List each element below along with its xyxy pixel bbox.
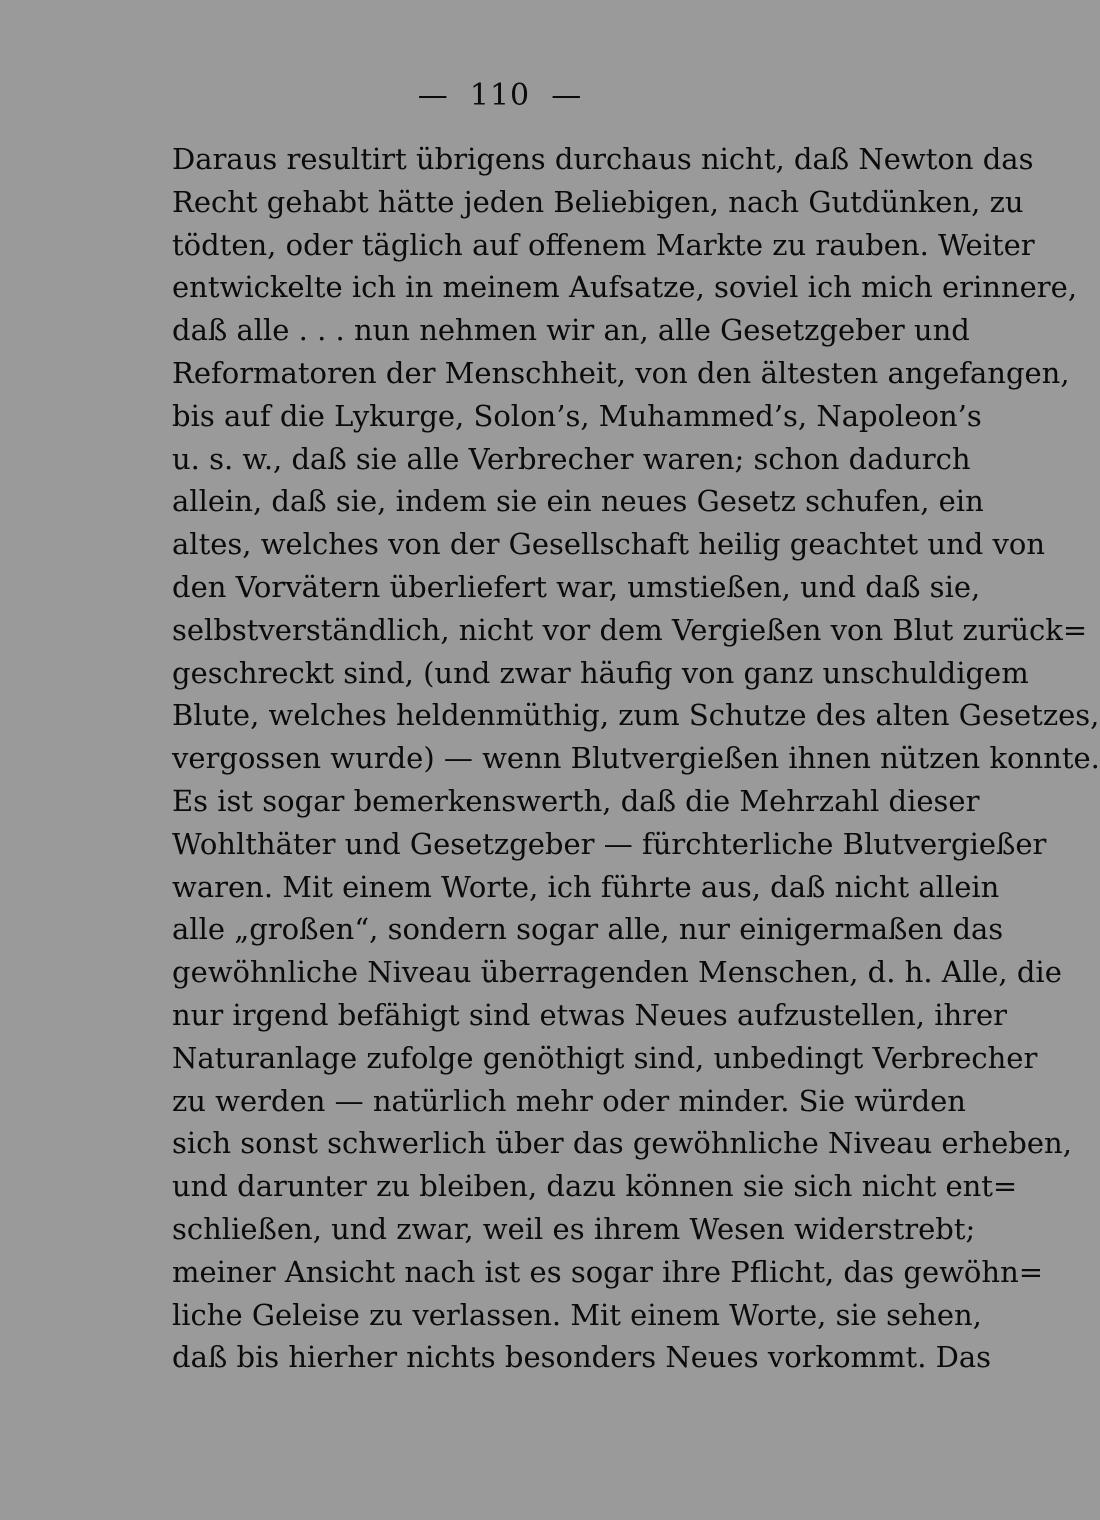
text-line: bis auf die Lykurge, Solon’s, Muhammed’s, Napoleon’s — [172, 398, 982, 433]
text-line: Naturanlage zufolge genöthigt sind, unbedingt Verbrecher — [172, 1040, 1038, 1075]
text-line: Recht gehabt hätte jeden Beliebigen, nach Gutdünken, zu — [172, 184, 1024, 219]
text-line: und darunter zu bleiben, dazu können sie sich nicht ent= — [172, 1169, 1018, 1204]
text-line: daß alle . . . nun nehmen wir an, alle Gesetzgeber und — [172, 313, 970, 348]
text-line: waren. Mit einem Worte, ich führte aus, daß nicht allein — [172, 869, 1000, 904]
text-line: entwickelte ich in meinem Aufsatze, soviel ich mich erinnere, — [172, 270, 1078, 305]
text-line: meiner Ansicht nach ist es sogar ihre Pflicht, das gewöhn= — [172, 1254, 1044, 1289]
text-line: tödten, oder täglich auf offenem Markte zu rauben. Weiter — [172, 227, 1035, 262]
text-line: allein, daß sie, indem sie ein neues Gesetz schufen, ein — [172, 484, 984, 519]
page-number: — 110 — — [417, 78, 583, 113]
text-line: u. s. w., daß sie alle Verbrecher waren; schon dadurch — [172, 441, 971, 476]
text-line: zu werden — natürlich mehr oder minder. Sie würden — [172, 1083, 966, 1118]
text-line: sich sonst schwerlich über das gewöhnliche Niveau erheben, — [172, 1126, 1072, 1161]
text-line: altes, welches von der Gesellschaft heilig geachtet und von — [172, 527, 1046, 562]
text-line: Reformatoren der Menschheit, von den ältesten angefangen, — [172, 355, 1070, 390]
text-line: geschreckt sind, (und zwar häufig von ganz unschuldigem — [172, 655, 1029, 690]
text-line: selbstverständlich, nicht vor dem Vergießen von Blut zurück= — [172, 612, 1088, 647]
text-line: schließen, und zwar, weil es ihrem Wesen widerstrebt; — [172, 1211, 976, 1246]
text-line: alle „großen“, sondern sogar alle, nur einigermaßen das — [172, 912, 1004, 947]
text-line: Wohlthäter und Gesetzgeber — fürchterliche Blutvergießer — [172, 826, 1047, 861]
text-line: den Vorvätern überliefert war, umstießen, und daß sie, — [172, 569, 981, 604]
text-line: Es ist sogar bemerkenswerth, daß die Mehrzahl dieser — [172, 783, 980, 818]
text-line: Daraus resultirt übrigens durchaus nicht, daß Newton das — [172, 142, 1034, 176]
text-line: nur irgend befähigt sind etwas Neues aufzustellen, ihrer — [172, 997, 1008, 1032]
text-line: vergossen wurde) — wenn Blutvergießen ihnen nützen konnte. — [172, 741, 1100, 776]
text-line: Blute, welches heldenmüthig, zum Schutze des alten Gesetzes, — [172, 698, 1100, 733]
text-line: gewöhnliche Niveau überragenden Menschen, d. h. Alle, die — [172, 955, 1062, 990]
text-line: daß bis hierher nichts besonders Neues vorkommt. Das — [172, 1340, 992, 1375]
body-text — [172, 138, 1100, 1379]
text-line: liche Geleise zu verlassen. Mit einem Worte, sie sehen, — [172, 1297, 982, 1332]
